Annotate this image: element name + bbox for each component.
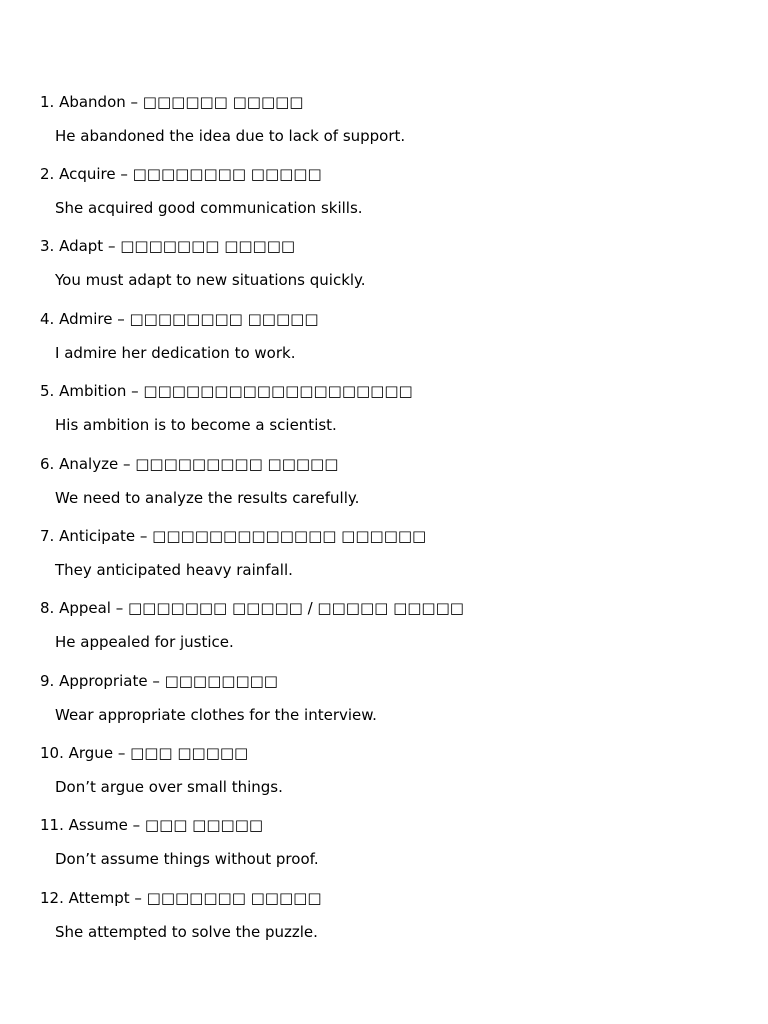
example-sentence: Don’t assume things without proof. [55,850,319,868]
vocab-term: 7. Anticipate – □□□□□□□□□□□□□ □□□□□□ [40,527,427,545]
example-sentence: He abandoned the idea due to lack of support. [55,127,406,145]
example-sentence: Don’t argue over small things. [55,778,283,796]
vocab-term: 6. Analyze – □□□□□□□□□ □□□□□ [40,455,339,473]
example-sentence: They anticipated heavy rainfall. [55,561,293,579]
vocab-term: 9. Appropriate – □□□□□□□□ [40,672,278,690]
example-sentence: Wear appropriate clothes for the interview. [55,706,377,724]
example-sentence: He appealed for justice. [55,633,234,651]
example-sentence: I admire her dedication to work. [55,344,296,362]
vocab-term: 8. Appeal – □□□□□□□ □□□□□ / □□□□□ □□□□□ [40,599,464,617]
vocab-term: 12. Attempt – □□□□□□□ □□□□□ [40,889,322,907]
vocab-term: 10. Argue – □□□ □□□□□ [40,744,249,762]
example-sentence: She acquired good communication skills. [55,199,363,217]
example-sentence: We need to analyze the results carefully. [55,489,360,507]
example-sentence: She attempted to solve the puzzle. [55,923,318,941]
example-sentence: His ambition is to become a scientist. [55,416,337,434]
vocab-term: 11. Assume – □□□ □□□□□ [40,816,264,834]
vocab-term: 4. Admire – □□□□□□□□ □□□□□ [40,310,319,328]
vocab-term: 2. Acquire – □□□□□□□□ □□□□□ [40,165,322,183]
example-sentence: You must adapt to new situations quickly. [55,271,366,289]
vocab-term: 3. Adapt – □□□□□□□ □□□□□ [40,237,296,255]
vocab-term: 5. Ambition – □□□□□□□□□□□□□□□□□□□ [40,382,413,400]
vocab-term: 1. Abandon – □□□□□□ □□□□□ [40,93,304,111]
